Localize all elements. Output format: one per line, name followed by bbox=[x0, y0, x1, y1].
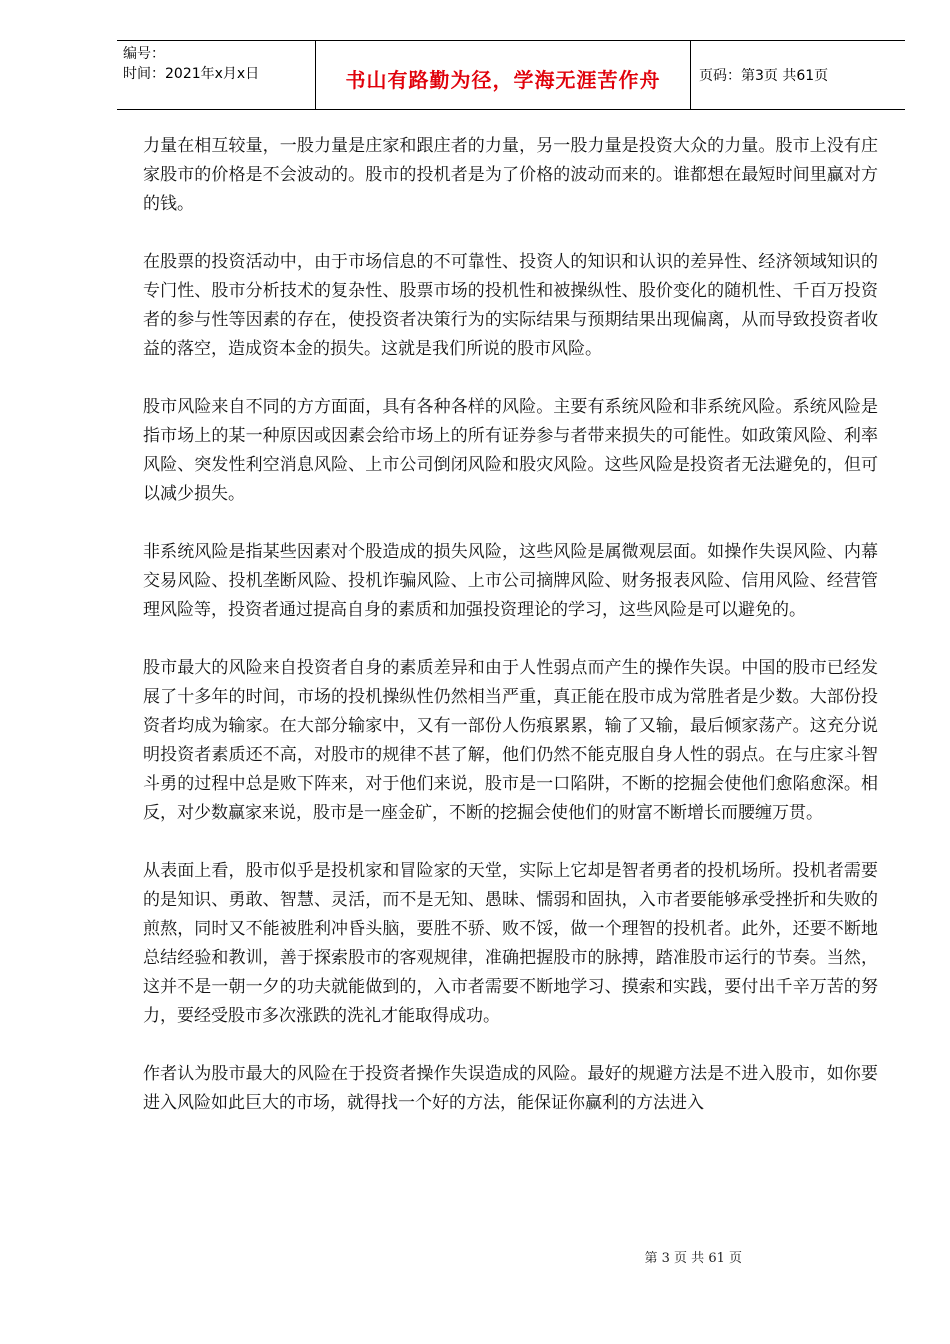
body-paragraph: 在股票的投资活动中，由于市场信息的不可靠性、投资人的知识和认识的差异性、经济领域知识的专门性、股市分析技术的复杂性、股票市场的投机性和被操纵性、股价变化的随机性、千百万投资者的参与性等因素的存在，使投资者决策行为的实际结果与预期结果出现偏离，从而导致投资者收益的落空，造成资本金的损失。这就是我们所说的股市风险。 bbox=[143, 252, 878, 359]
body-paragraph: 作者认为股市最大的风险在于投资者操作失误造成的风险。最好的规避方法是不进入股市，如你要进入风险如此巨大的市场，就得找一个好的方法，能保证你赢利的方法进入 bbox=[143, 1064, 878, 1113]
header-page-cell bbox=[691, 41, 905, 109]
header-motto: 书山有路勤为径，学海无涯苦作舟 bbox=[345, 67, 661, 92]
header-motto-cell bbox=[316, 41, 691, 109]
page-header bbox=[117, 40, 905, 110]
body-paragraph: 股市最大的风险来自投资者自身的素质差异和由于人性弱点而产生的操作失误。中国的股市已经发展了十多年的时间，市场的投机操纵性仍然相当严重，真正能在股市成为常胜者是少数。大部份投资者均成为输家。在大部分输家中，又有一部份人伤痕累累，输了又输，最后倾家荡产。这充分说明投资者素质还不高，对股市的规律不甚了解，他们仍然不能克服自身人性的弱点。在与庄家斗智斗勇的过程中总是败下阵来，对于他们来说，股市是一口陷阱，不断的挖掘会使他们愈陷愈深。相反，对少数赢家来说，股市是一座金矿，不断的挖掘会使他们的财富不断增长而腰缠万贯。 bbox=[143, 658, 878, 823]
header-meta-cell bbox=[117, 41, 316, 109]
document-number-label: 编号： bbox=[123, 46, 165, 62]
body-paragraph: 从表面上看，股市似乎是投机家和冒险家的天堂，实际上它却是智者勇者的投机场所。投机者需要的是知识、勇敢、智慧、灵活，而不是无知、愚昧、懦弱和固执，入市者要能够承受挫折和失败的煎熬，同时又不能被胜利冲昏头脑，要胜不骄、败不馁，做一个理智的投机者。此外，还要不断地总结经验和教训，善于探索股市的客观规律，准确把握股市的脉搏，踏准股市运行的节奏。当然，这并不是一朝一夕的功夫就能做到的，入市者需要不断地学习、摸索和实践，要付出千辛万苦的努力，要经受股市多次涨跌的洗礼才能取得成功。 bbox=[143, 861, 878, 1026]
page-footer bbox=[0, 1247, 950, 1266]
body-paragraph: 力量在相互较量，一股力量是庄家和跟庄者的力量，另一股力量是投资大众的力量。股市上没有庄家股市的价格是不会波动的。股市的投机者是为了价格的波动而来的。谁都想在最短时间里赢对方的钱。 bbox=[143, 136, 878, 214]
document-time-label: 时间：2021年x月x日 bbox=[123, 66, 260, 82]
footer-page-number: 第 3 页 共 61 页 bbox=[644, 1251, 742, 1266]
document-body bbox=[143, 132, 878, 1118]
body-paragraph: 非系统风险是指某些因素对个股造成的损失风险，这些风险是属微观层面。如操作失误风险、内幕交易风险、投机垄断风险、投机诈骗风险、上市公司摘牌风险、财务报表风险、信用风险、经营管理风险等，投资者通过提高自身的素质和加强投资理论的学习，这些风险是可以避免的。 bbox=[143, 542, 878, 620]
body-paragraph: 股市风险来自不同的方方面面，具有各种各样的风险。主要有系统风险和非系统风险。系统风险是指市场上的某一种原因或因素会给市场上的所有证券参与者带来损失的可能性。如政策风险、利率风险、突发性利空消息风险、上市公司倒闭风险和股灾风险。这些风险是投资者无法避免的，但可以减少损失。 bbox=[143, 397, 878, 504]
header-page-info: 页码：第3页 共61页 bbox=[699, 68, 829, 84]
